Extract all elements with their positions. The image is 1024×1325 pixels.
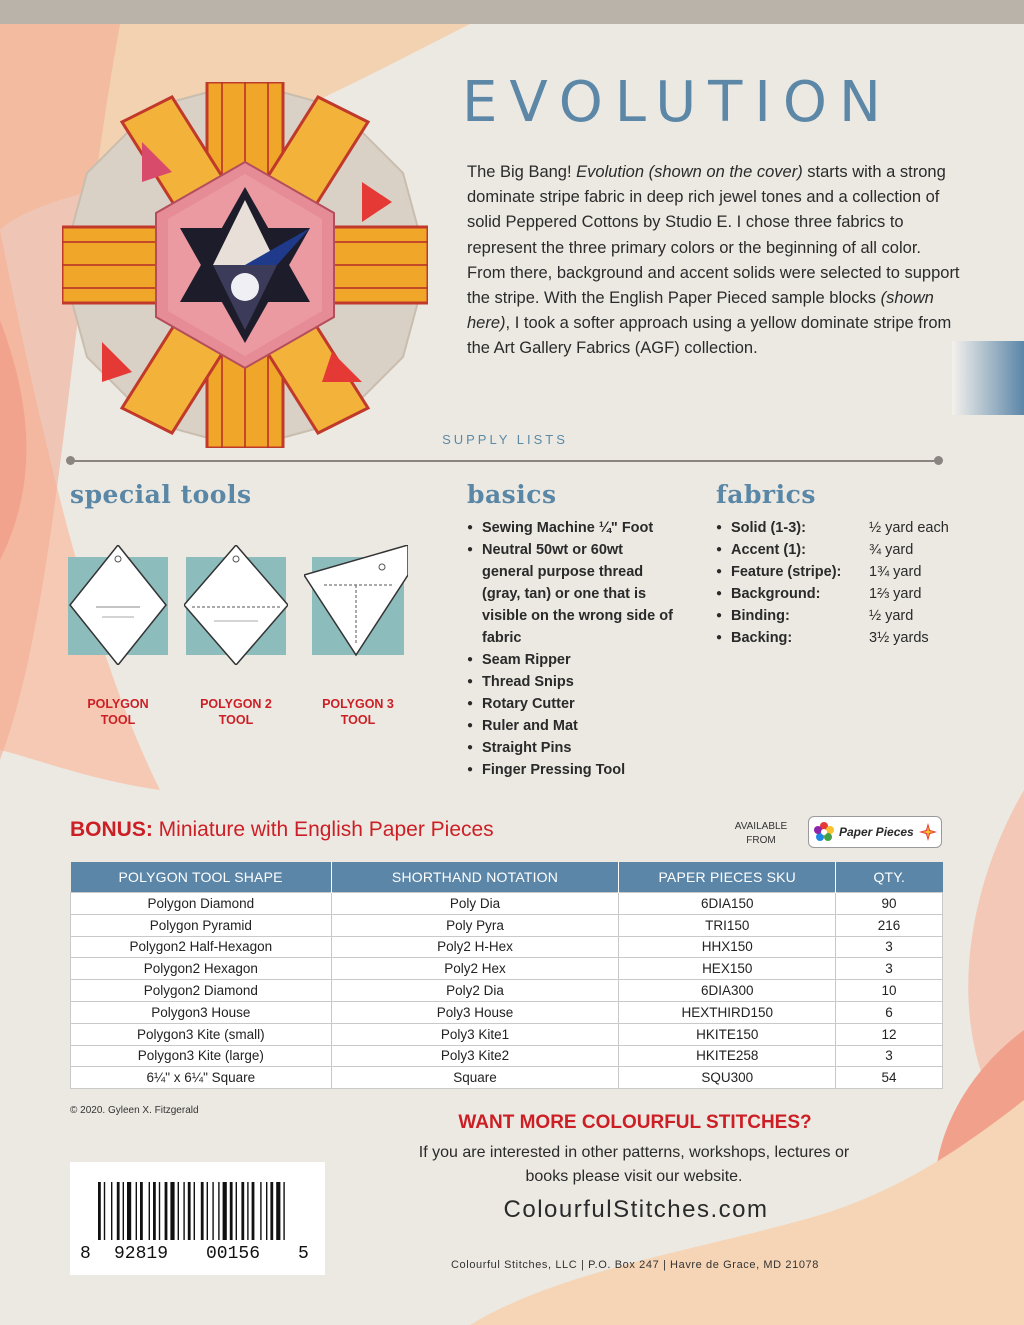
table-cell: Poly2 Hex [331,958,619,980]
table-cell: Polygon Diamond [71,893,332,915]
table-row [71,1067,943,1089]
table-cell: Poly Dia [331,893,619,915]
table-row [71,980,943,1002]
table-cell: 90 [836,893,943,915]
table-cell: HHX150 [619,936,836,958]
bonus-heading: BONUS: Miniature with English Paper Pieces [70,818,494,841]
table-cell: Polygon3 Kite (large) [71,1045,332,1067]
list-item: ● Neutral 50wt or 60wt general purpose thread (gray, tan) or one that is visible on the wrong side of fabric [467,539,677,649]
table-cell: 3 [836,936,943,958]
star-logo-icon [919,823,937,841]
list-item: ● Background: 1⅔ yard [716,583,966,605]
table-cell: 54 [836,1067,943,1089]
barcode [70,1162,325,1275]
table-cell: HEXTHIRD150 [619,1001,836,1023]
sku-table [70,862,943,1089]
table-cell: Polygon Pyramid [71,914,332,936]
copyright-notice: © 2020. Gyleen X. Fitzgerald [70,1105,199,1116]
polygon2-ruler-icon [184,545,288,665]
column-header: SHORTHAND NOTATION [331,862,619,893]
table-header-row [71,862,943,893]
available-from-label: AVAILABLE FROM [734,821,788,846]
tool-label-polygon3: POLYGON 3 TOOL [322,697,394,727]
table-cell: SQU300 [619,1067,836,1089]
list-item: ● Backing: 3½ yards [716,627,966,649]
page-title: EVOLUTION [462,70,893,135]
promo-heading: WANT MORE COLOURFUL STITCHES? [458,1112,812,1133]
paper-pieces-logo [808,816,942,848]
barcode-digits-left: 92819 [114,1244,169,1264]
barcode-bars-icon [70,1162,325,1275]
table-cell: 3 [836,1045,943,1067]
table-row [71,1001,943,1023]
table-cell: Poly Pyra [331,914,619,936]
table-cell: 10 [836,980,943,1002]
promo-text: If you are interested in other patterns, workshops, lectures or books please visit our website. [418,1144,850,1185]
barcode-check-digit: 5 [298,1244,309,1264]
table-cell: Square [331,1067,619,1089]
table-cell: Polygon3 House [71,1001,332,1023]
column-header: PAPER PIECES SKU [619,862,836,893]
table-cell: HKITE150 [619,1023,836,1045]
table-cell: HEX150 [619,958,836,980]
list-item: ● Accent (1): ¾ yard [716,539,966,561]
barcode-digit: 8 [80,1244,91,1264]
table-row [71,1045,943,1067]
table-cell: 12 [836,1023,943,1045]
table-cell: 6DIA300 [619,980,836,1002]
table-cell: 3 [836,958,943,980]
tool-label-polygon: POLYGON TOOL [87,697,149,727]
side-tab-decoration [952,341,1024,415]
table-cell: Poly3 Kite2 [331,1045,619,1067]
list-item: ● Seam Ripper [467,649,677,671]
table-cell: Poly3 Kite1 [331,1023,619,1045]
supply-lists-label: SUPPLY LISTS [442,432,568,447]
intro-paragraph: The Big Bang! Evolution (shown on the cover) starts with a strong dominate stripe fabric in deep rich jewel tones and a collection of solid Peppered Cottons by Studio E. I chose three fabrics to represent the three primary colors or the beginning of all color. From there, background and accent solids were selected to support the stripe. With the English Paper Pieced sample blocks (shown here), I took a softer approach using a yellow dominate stripe from the Art Gallery Fabrics (AGF) collection. [467,163,960,358]
fabrics-heading: fabrics [716,480,816,509]
divider-dot-left [66,456,75,465]
polygon-diamond-ruler-icon [66,545,170,665]
flower-logo-icon [813,821,835,843]
table-cell: 6¼" x 6¼" Square [71,1067,332,1089]
column-header: QTY. [836,862,943,893]
website-link[interactable]: ColourfulStitches.com [503,1196,769,1223]
table-cell: Poly3 House [331,1001,619,1023]
paper-pieces-brand-text: Paper Pieces [839,825,914,839]
list-item: ● Solid (1-3): ½ yard each [716,517,966,539]
fabrics-list [716,517,966,649]
polygon3-ruler-icon [304,545,408,665]
basics-list [467,517,677,781]
table-cell: 6 [836,1001,943,1023]
table-row [71,914,943,936]
table-row [71,1023,943,1045]
table-cell: Polygon2 Hexagon [71,958,332,980]
barcode-digits-right: 00156 [206,1244,261,1264]
table-row [71,893,943,915]
list-item: ● Finger Pressing Tool [467,759,677,781]
tool-label-polygon2: POLYGON 2 TOOL [200,697,272,727]
list-item: ● Thread Snips [467,671,677,693]
list-item: ● Straight Pins [467,737,677,759]
table-cell: 6DIA150 [619,893,836,915]
column-header: POLYGON TOOL SHAPE [71,862,332,893]
table-cell: HKITE258 [619,1045,836,1067]
basics-heading: basics [467,480,557,509]
quilt-block-image [62,82,428,448]
table-row [71,958,943,980]
table-cell: Polygon2 Half-Hexagon [71,936,332,958]
list-item: ● Ruler and Mat [467,715,677,737]
mailing-address: Colourful Stitches, LLC | P.O. Box 247 | Havre de Grace, MD 21078 [451,1259,819,1271]
list-item: ● Binding: ½ yard [716,605,966,627]
table-cell: Poly2 Dia [331,980,619,1002]
section-divider [70,460,942,462]
table-row [71,936,943,958]
special-tools-heading: special tools [70,480,252,509]
list-item: ● Sewing Machine ¼" Foot [467,517,677,539]
table-cell: Polygon2 Diamond [71,980,332,1002]
table-cell: Polygon3 Kite (small) [71,1023,332,1045]
list-item: ● Rotary Cutter [467,693,677,715]
list-item: ● Feature (stripe): 1¾ yard [716,561,966,583]
table-cell: TRI150 [619,914,836,936]
table-cell: 216 [836,914,943,936]
divider-dot-right [934,456,943,465]
table-cell: Poly2 H-Hex [331,936,619,958]
